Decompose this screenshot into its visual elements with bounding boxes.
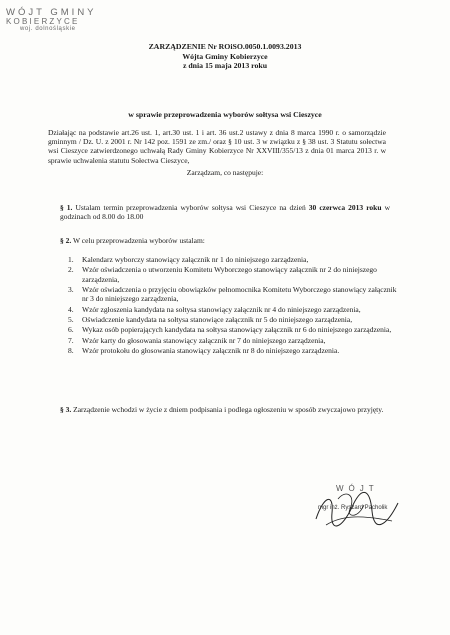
list-item: 5. Oświadczenie kandydata na sołtysa stanowiące załącznik nr 5 do niniejszego zarządzenia, — [68, 314, 353, 324]
document-title: ZARZĄDZENIE Nr ROiSO.0050.1.0093.2013 — [148, 42, 302, 51]
section-3-text: Zarządzenie wchodzi w życie z dniem podpisania i podlega ogłoszeniu w sposób zwyczajowo przyjęty. — [71, 405, 384, 414]
list-item: 4. Wzór zgłoszenia kandydata na sołtysa stanowiący załącznik nr 4 do niniejszego zarządzenia, — [68, 304, 361, 314]
list-item: 6. Wykaz osób popierających kandydata na sołtysa stanowiący załącznik nr 6 do niniejszego zarządzenia, — [68, 325, 392, 335]
document-header — [0, 42, 450, 71]
ordering-clause: Zarządzam, co następuje: — [186, 168, 264, 177]
signature-stamp: WÓJT — [336, 484, 379, 493]
office-stamp — [6, 8, 126, 33]
section-1-number: § 1. — [60, 203, 73, 212]
section-1 — [60, 203, 390, 221]
list-item: 7. Wzór karty do głosowania stanowiący załącznik nr 7 do niniejszego zarządzenia, — [68, 335, 326, 345]
section-2 — [60, 236, 390, 245]
document-subject: w sprawie przeprowadzenia wyborów sołtysa wsi Cieszyce — [128, 110, 322, 119]
stamp-line-3: woj. dolnośląskie — [20, 26, 76, 33]
stamp-line-2: KOBIERZYCE — [6, 16, 80, 26]
list-item: 3. Wzór oświadczenia o przyjęciu obowiązków pełnomocnika Komitetu Wyborczego stanowiący załącznik nr 3 do niniejszego zarządzenia, — [68, 284, 397, 304]
section-3 — [60, 405, 390, 414]
section-1-text-b: w godzinach od 8.00 do 18.00 — [60, 203, 391, 222]
list-item: 8. Wzór protokołu do głosowania stanowiący załącznik nr 8 do niniejszego zarządzenia. — [68, 346, 340, 356]
election-date: 30 czerwca 2013 roku — [308, 203, 382, 212]
document-issuer: Wójta Gminy Kobierzyce — [182, 51, 268, 61]
list-item: 2. Wzór oświadczenia o utworzeniu Komitetu Wyborczego stanowiący załącznik nr 2 do niniejszego zarządzenia, — [68, 265, 377, 284]
list-item: 1. Kalendarz wyborczy stanowiący załącznik nr 1 do niniejszego zarządzenia, — [68, 255, 309, 264]
document-date: z dnia 15 maja 2013 roku — [182, 61, 268, 70]
section-2-number: § 2. — [60, 236, 72, 245]
legal-basis-paragraph: Działając na podstawie art.26 ust. 1, art.30 ust. 1 i art. 36 ust.2 ustawy z dnia 8 marca 1990 r. o samorządzie gminnym / Dz. U. z 2001 r. Nr 142 poz. 1591 ze zm./ oraz § 10 ust. 3 w związku z § 38 ust. 3 Statutu sołectwa wsi Cieszyce zatwierdzonego uchwałą Rady Gminy Kobierzyce Nr XXVIII/355/13 z dnia 01 marca 2013 r. w sprawie uchwalenia statutu Sołectwa Cieszyce, — [48, 128, 386, 165]
section-3-number: § 3. — [60, 405, 72, 414]
signer-name: mgr inż. Ryszard Pacholik — [318, 505, 388, 511]
attachments-list — [68, 255, 398, 357]
section-2-text: W celu przeprowadzenia wyborów ustalam: — [71, 236, 205, 245]
stamp-line-1: WÓJT GMINY — [6, 7, 97, 18]
section-1-text-a: Ustalam termin przeprowadzenia wyborów sołtysa wsi Cieszyce na dzień — [72, 203, 309, 212]
